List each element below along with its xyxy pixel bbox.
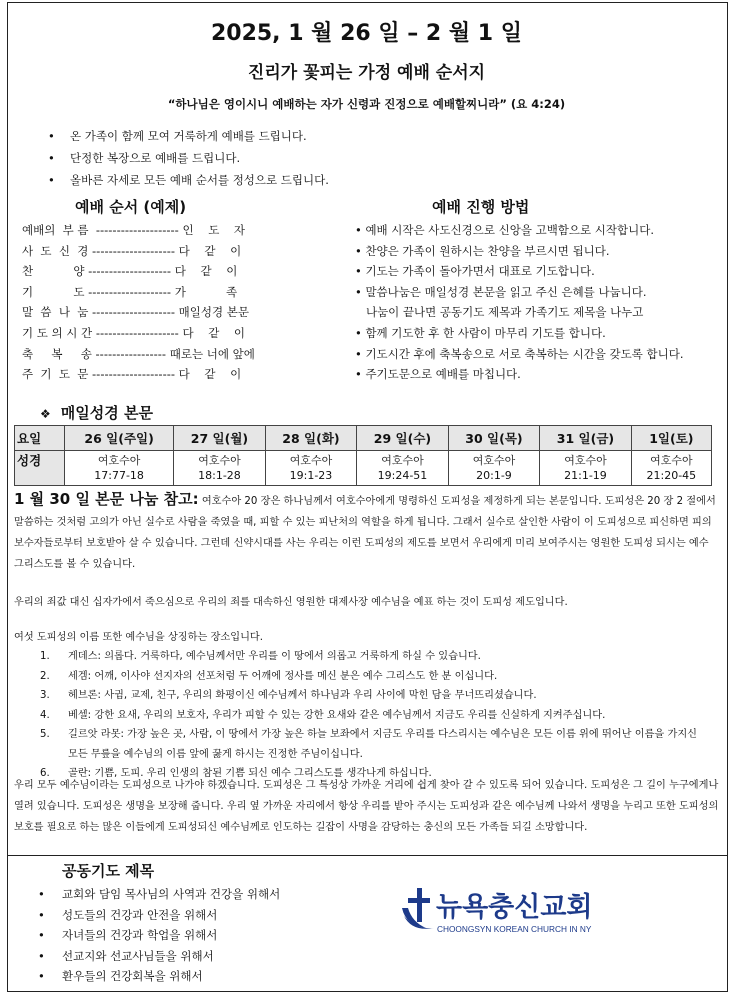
item-number: 4. <box>40 709 50 721</box>
item-number: 5. <box>40 729 50 740</box>
day-header: 27 일(월) <box>174 426 266 451</box>
row-label: 요일 <box>15 426 65 451</box>
day-header: 30 일(목) <box>448 426 540 451</box>
order-item: 기 도 -------------------- 가 족 <box>22 284 238 299</box>
item-text: 헤브론: 사귐, 교제, 친구, 우리의 화평이신 예수님께서 하나님과 우리 사이에 막힌 담을 무너뜨리셨습니다. <box>68 690 537 701</box>
refuge-city-list <box>40 647 720 784</box>
reading-book: 여호수아 <box>97 454 141 467</box>
method-item: • 찬양은 가족이 원하시는 찬양을 부르시면 됩니다. <box>355 243 610 258</box>
guideline-item: • 온 가족이 함께 모여 거룩하게 예배를 드립니다. <box>48 129 307 143</box>
bullet-icon: • <box>38 907 45 922</box>
church-logo <box>400 886 620 940</box>
reading-cell <box>540 451 632 486</box>
guideline-text: 올바른 자세로 모든 예배 순서를 정성으로 드립니다. <box>70 173 329 187</box>
item-text: 베셀: 강한 요새, 우리의 보호자, 우리가 피할 수 있는 강한 요새와 같은 예수님께서 지금도 우리를 신실하게 지켜주십니다. <box>68 709 606 721</box>
row-label: 성경 <box>15 451 65 486</box>
order-item: 사 도 신 경 -------------------- 다 같 이 <box>22 243 242 258</box>
order-heading: 예배 순서 (예제) <box>75 198 187 216</box>
order-item: 주 기 도 문 -------------------- 다 같 이 <box>22 367 242 382</box>
scripture-quote: “하나님은 영이시니 예배하는 자가 신령과 진정으로 예배할찌니라” (요 4:24) <box>167 97 566 111</box>
reference-paragraph-3: 여섯 도피성의 이름 또한 예수님을 상징하는 장소입니다. <box>14 632 264 643</box>
reading-book: 여호수아 <box>564 454 607 467</box>
item-text: 길르앗 라못: 가장 높은 곳, 사람, 이 땅에서 가장 높은 하늘 보좌에서 지금도 우리를 다스리시는 예수님은 모든 이름 위에 뛰어난 이름을 가지신 <box>68 729 698 740</box>
bullet-icon: • <box>38 887 45 901</box>
guideline-item: • 단정한 복장으로 예배를 드립니다. <box>48 151 241 165</box>
order-item: 찬 양 -------------------- 다 같 이 <box>22 264 238 279</box>
prayer-text: 성도들의 건강과 안전을 위해서 <box>62 907 218 922</box>
item-number: 3. <box>40 690 50 701</box>
church-logo-icon <box>400 886 620 936</box>
logo-korean-name: 뉴욕충신교회 <box>436 892 593 923</box>
reading-cell <box>174 451 266 486</box>
reading-ref: 19:24-51 <box>377 469 428 482</box>
logo-english-name: CHOONGSYN KOREAN CHURCH IN NY <box>437 924 592 934</box>
guideline-text: 온 가족이 함께 모여 거룩하게 예배를 드립니다. <box>70 129 307 143</box>
item-text: 세겜: 어깨, 이사야 선지자의 선포처럼 두 어깨에 정사를 메신 분은 예수 그리스도 한 분 이십니다. <box>68 670 498 682</box>
day-header: 28 일(화) <box>265 426 357 451</box>
refuge-city-item <box>40 667 720 687</box>
method-item: • 말씀나눔은 매일성경 본문을 읽고 주신 은혜를 나눕니다. <box>355 284 647 299</box>
reference-heading: 1 월 30 일 본문 나눔 참고: <box>14 490 199 508</box>
item-text: 골란: 기쁨, 도피. 우리 인생의 참된 기쁨 되신 예수 그리스도를 생각나게 하십니다. <box>68 768 432 779</box>
prayer-text: 선교지와 선교사님들을 위해서 <box>62 948 214 963</box>
reading-cell <box>631 451 711 486</box>
prayer-item <box>38 968 203 984</box>
reading-ref: 20:1-9 <box>476 469 512 482</box>
page-subtitle: 진리가 꽃피는 가정 예배 순서지 <box>247 63 486 83</box>
item-text: 게데스: 의롭다. 거룩하다, 예수님께서만 우리를 이 땅에서 의롭고 거룩하게 하실 수 있습니다. <box>68 651 481 662</box>
reading-book: 여호수아 <box>198 454 241 467</box>
reading-cell <box>357 451 449 486</box>
item-number: 2. <box>40 670 50 682</box>
reading-ref: 21:20-45 <box>646 469 697 482</box>
reading-ref: 18:1-28 <box>198 469 241 482</box>
method-item: • 주기도문으로 예배를 마칩니다. <box>355 367 521 382</box>
reading-ref: 21:1-19 <box>564 469 607 482</box>
reference-text: 여호수아 20 장은 하나님께서 여호수아에게 명령하신 도피성을 제정하게 되는 본문입니다. 도피성은 20 장 2 절에서 말씀하는 것처럼 고의가 아닌 실수로 사람을 죽였을 때, 피할 수 있는 피난처의 역할을 하게 됩니다. 그래서 실수로 살인한 사람이 이 도피성으로 피신하면 피의 보수자들로부터 보호받아 살 수 있습니다. 그런데 신약시대를 사는 우리는 이런 도피성의 제도를 보면서 우리에게 미리 보여주시는 영원한 도피성 되시는 예수 그리스도를 볼 수 있습니다. <box>14 496 716 570</box>
method-item: • 기도시간 후에 축복송으로 서로 축복하는 시간을 갖도록 합니다. <box>355 346 684 361</box>
reading-ref: 17:77-18 <box>94 469 144 482</box>
reference-paragraph-1 <box>14 489 719 575</box>
bullet-icon: • <box>38 969 45 983</box>
item-number: 6. <box>40 768 50 779</box>
diamond-bullet-icon: ❖ <box>40 407 51 421</box>
bible-heading <box>40 402 153 423</box>
reference-paragraph-2: 우리의 죄값 대신 십자가에서 죽으심으로 우리의 죄를 대속하신 영원한 대제사장 예수님을 예표 하는 것이 도피성 제도입니다. <box>14 597 568 608</box>
section-divider <box>7 855 728 856</box>
day-header: 1일(토) <box>631 426 711 451</box>
method-item: • 함께 기도한 후 한 사람이 마무리 기도를 합니다. <box>355 326 606 340</box>
refuge-city-item <box>40 647 720 667</box>
bible-heading-text: 매일성경 본문 <box>60 404 153 422</box>
refuge-city-item <box>40 725 720 764</box>
refuge-city-item <box>40 686 720 706</box>
item-text-continued: 모든 무릎을 예수님의 이름 앞에 꿇게 하시는 진정한 주님이십니다. <box>68 748 363 760</box>
reading-ref: 19:1-23 <box>289 469 333 482</box>
reading-cell <box>448 451 540 486</box>
day-header: 26 일(주일) <box>65 426 174 451</box>
method-item: 나눔이 끝나면 공동기도 제목과 가족기도 제목을 나누고 <box>355 305 644 320</box>
method-item: • 예배 시작은 사도신경으로 신앙을 고백함으로 시작합니다. <box>355 223 654 237</box>
reading-book: 여호수아 <box>289 454 333 467</box>
reading-book: 여호수아 <box>650 454 693 467</box>
day-header: 29 일(수) <box>357 426 449 451</box>
day-header: 31 일(금) <box>540 426 632 451</box>
reading-book: 여호수아 <box>472 454 516 467</box>
reading-book: 여호수아 <box>381 454 424 467</box>
prayer-heading: 공동기도 제목 <box>62 862 155 880</box>
reading-cell <box>265 451 357 486</box>
order-item: 기 도 의 시 간 -------------------- 다 같 이 <box>22 326 246 340</box>
prayer-text: 자녀들의 건강과 학업을 위해서 <box>62 928 218 942</box>
prayer-item <box>38 886 280 902</box>
order-item: 예배의 부 름 -------------------- 인 도 자 <box>22 223 246 237</box>
method-item: • 기도는 가족이 돌아가면서 대표로 기도합니다. <box>355 264 595 279</box>
prayer-item <box>38 948 214 964</box>
prayer-text: 환우들의 건강회복을 위해서 <box>62 969 203 983</box>
bible-reading-table <box>14 425 712 486</box>
prayer-item <box>38 927 217 943</box>
prayer-item <box>38 907 217 923</box>
bullet-icon: • <box>38 948 45 963</box>
guideline-item: • 올바른 자세로 모든 예배 순서를 정성으로 드립니다. <box>48 173 329 187</box>
guideline-text: 단정한 복장으로 예배를 드립니다. <box>70 151 241 165</box>
reading-cell <box>65 451 174 486</box>
order-item: 축 복 송 ----------------- 때로는 너에 앞에 <box>22 346 255 361</box>
method-heading: 예배 진행 방법 <box>432 198 530 216</box>
reference-paragraph-4: 우리 모두 예수님이라는 도피성으로 나가야 하겠습니다. 도피성은 그 특성상 가까운 거리에 쉽게 찾아 갈 수 있도록 되어 있습니다. 도피성은 그 길이 누구에게나 열려 있습니다. 도피성은 생명을 보장해 줍니다. 우리 옆 가까운 자리에서 항상 우리를 받아 주시는 도피성과 같은 예수님께 나와서 생명을 누리고 또한 도피성의 보호를 필요로 하는 많은 이들에게 도피성되신 예수님께로 인도하는 길잡이 사명을 감당하는 충신의 모든 가족들 되길 소망합니다. <box>14 780 719 833</box>
prayer-text: 교회와 담임 목사님의 사역과 건강을 위해서 <box>62 887 281 901</box>
page-title: 2025, 1 월 26 일 – 2 월 1 일 <box>210 21 523 46</box>
bullet-icon: • <box>38 928 45 942</box>
order-item: 말 씀 나 눔 -------------------- 매일성경 본문 <box>22 305 249 320</box>
item-number: 1. <box>40 651 50 662</box>
refuge-city-item <box>40 706 720 726</box>
